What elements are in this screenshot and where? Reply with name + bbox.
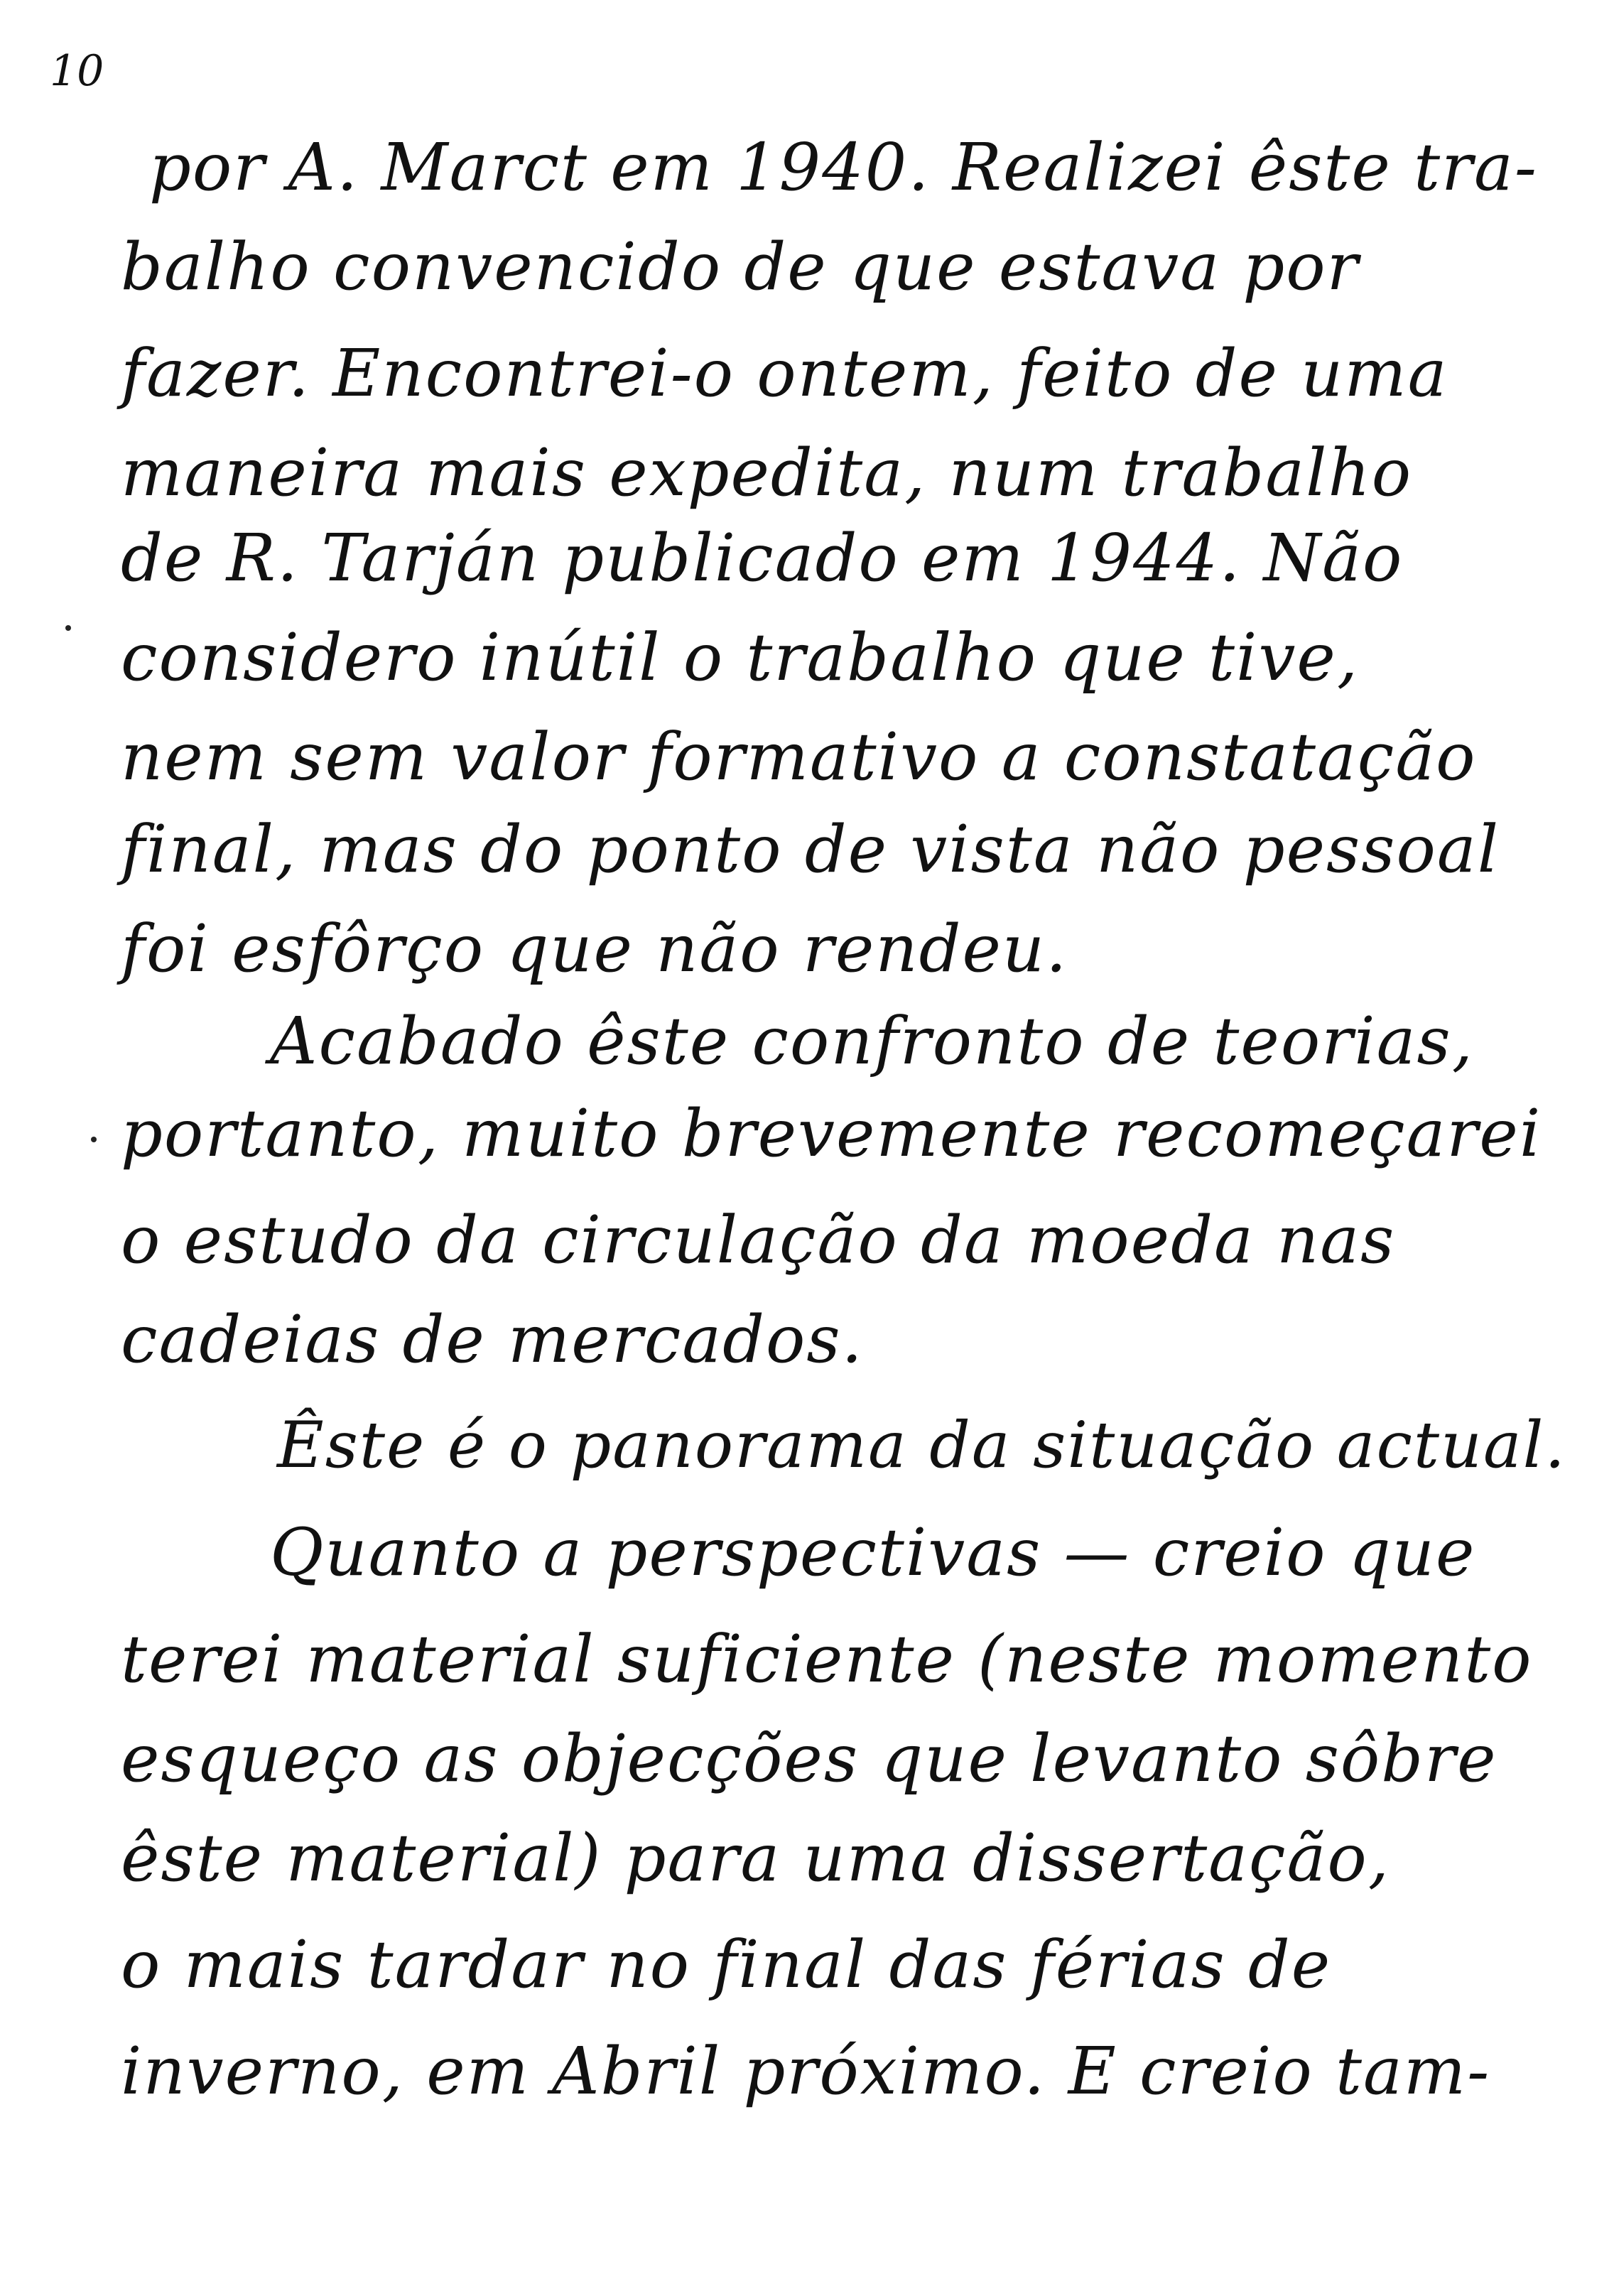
text-line-20: inverno, em Abril próximo. E creio tam- <box>121 2033 1491 2109</box>
text-line-15: Quanto a perspectivas — creio que <box>270 1515 1476 1591</box>
text-line-14: Êste é o panorama da situação actual. <box>277 1408 1567 1483</box>
text-line-12: o estudo da circulação da moeda nas <box>121 1202 1396 1278</box>
text-line-5: de R. Tarján publicado em 1944. Não <box>121 520 1404 596</box>
ink-speck <box>91 1137 97 1142</box>
text-line-16: terei material suficiente (neste momento <box>121 1621 1533 1697</box>
text-line-18: êste material) para uma dissertação, <box>121 1820 1391 1896</box>
text-line-4: maneira mais expedita, num trabalho <box>121 435 1413 511</box>
text-line-6: considero inútil o trabalho que tive, <box>121 619 1360 695</box>
text-line-19: o mais tardar no final das férias de <box>121 1927 1332 2003</box>
text-line-2: balho convencido de que estava por <box>121 229 1360 305</box>
text-line-10: Acabado êste confronto de teorias, <box>270 1003 1474 1079</box>
text-line-1: por A. Marct em 1940. Realizei êste tra- <box>149 129 1538 205</box>
ink-speck <box>65 625 71 631</box>
text-line-3: fazer. Encontrei-o ontem, feito de uma <box>121 335 1448 411</box>
page-number: 10 <box>50 46 104 96</box>
text-line-11: portanto, muito brevemente recomeçarei <box>121 1095 1542 1171</box>
text-line-8: final, mas do ponto de vista não pessoal <box>121 811 1500 887</box>
text-line-9: foi esfôrço que não rendeu. <box>121 911 1068 987</box>
text-line-17: esqueço as objecções que levanto sôbre <box>121 1721 1497 1797</box>
text-line-13: cadeias de mercados. <box>121 1301 864 1377</box>
text-line-7: nem sem valor formativo a constatação <box>121 719 1477 795</box>
